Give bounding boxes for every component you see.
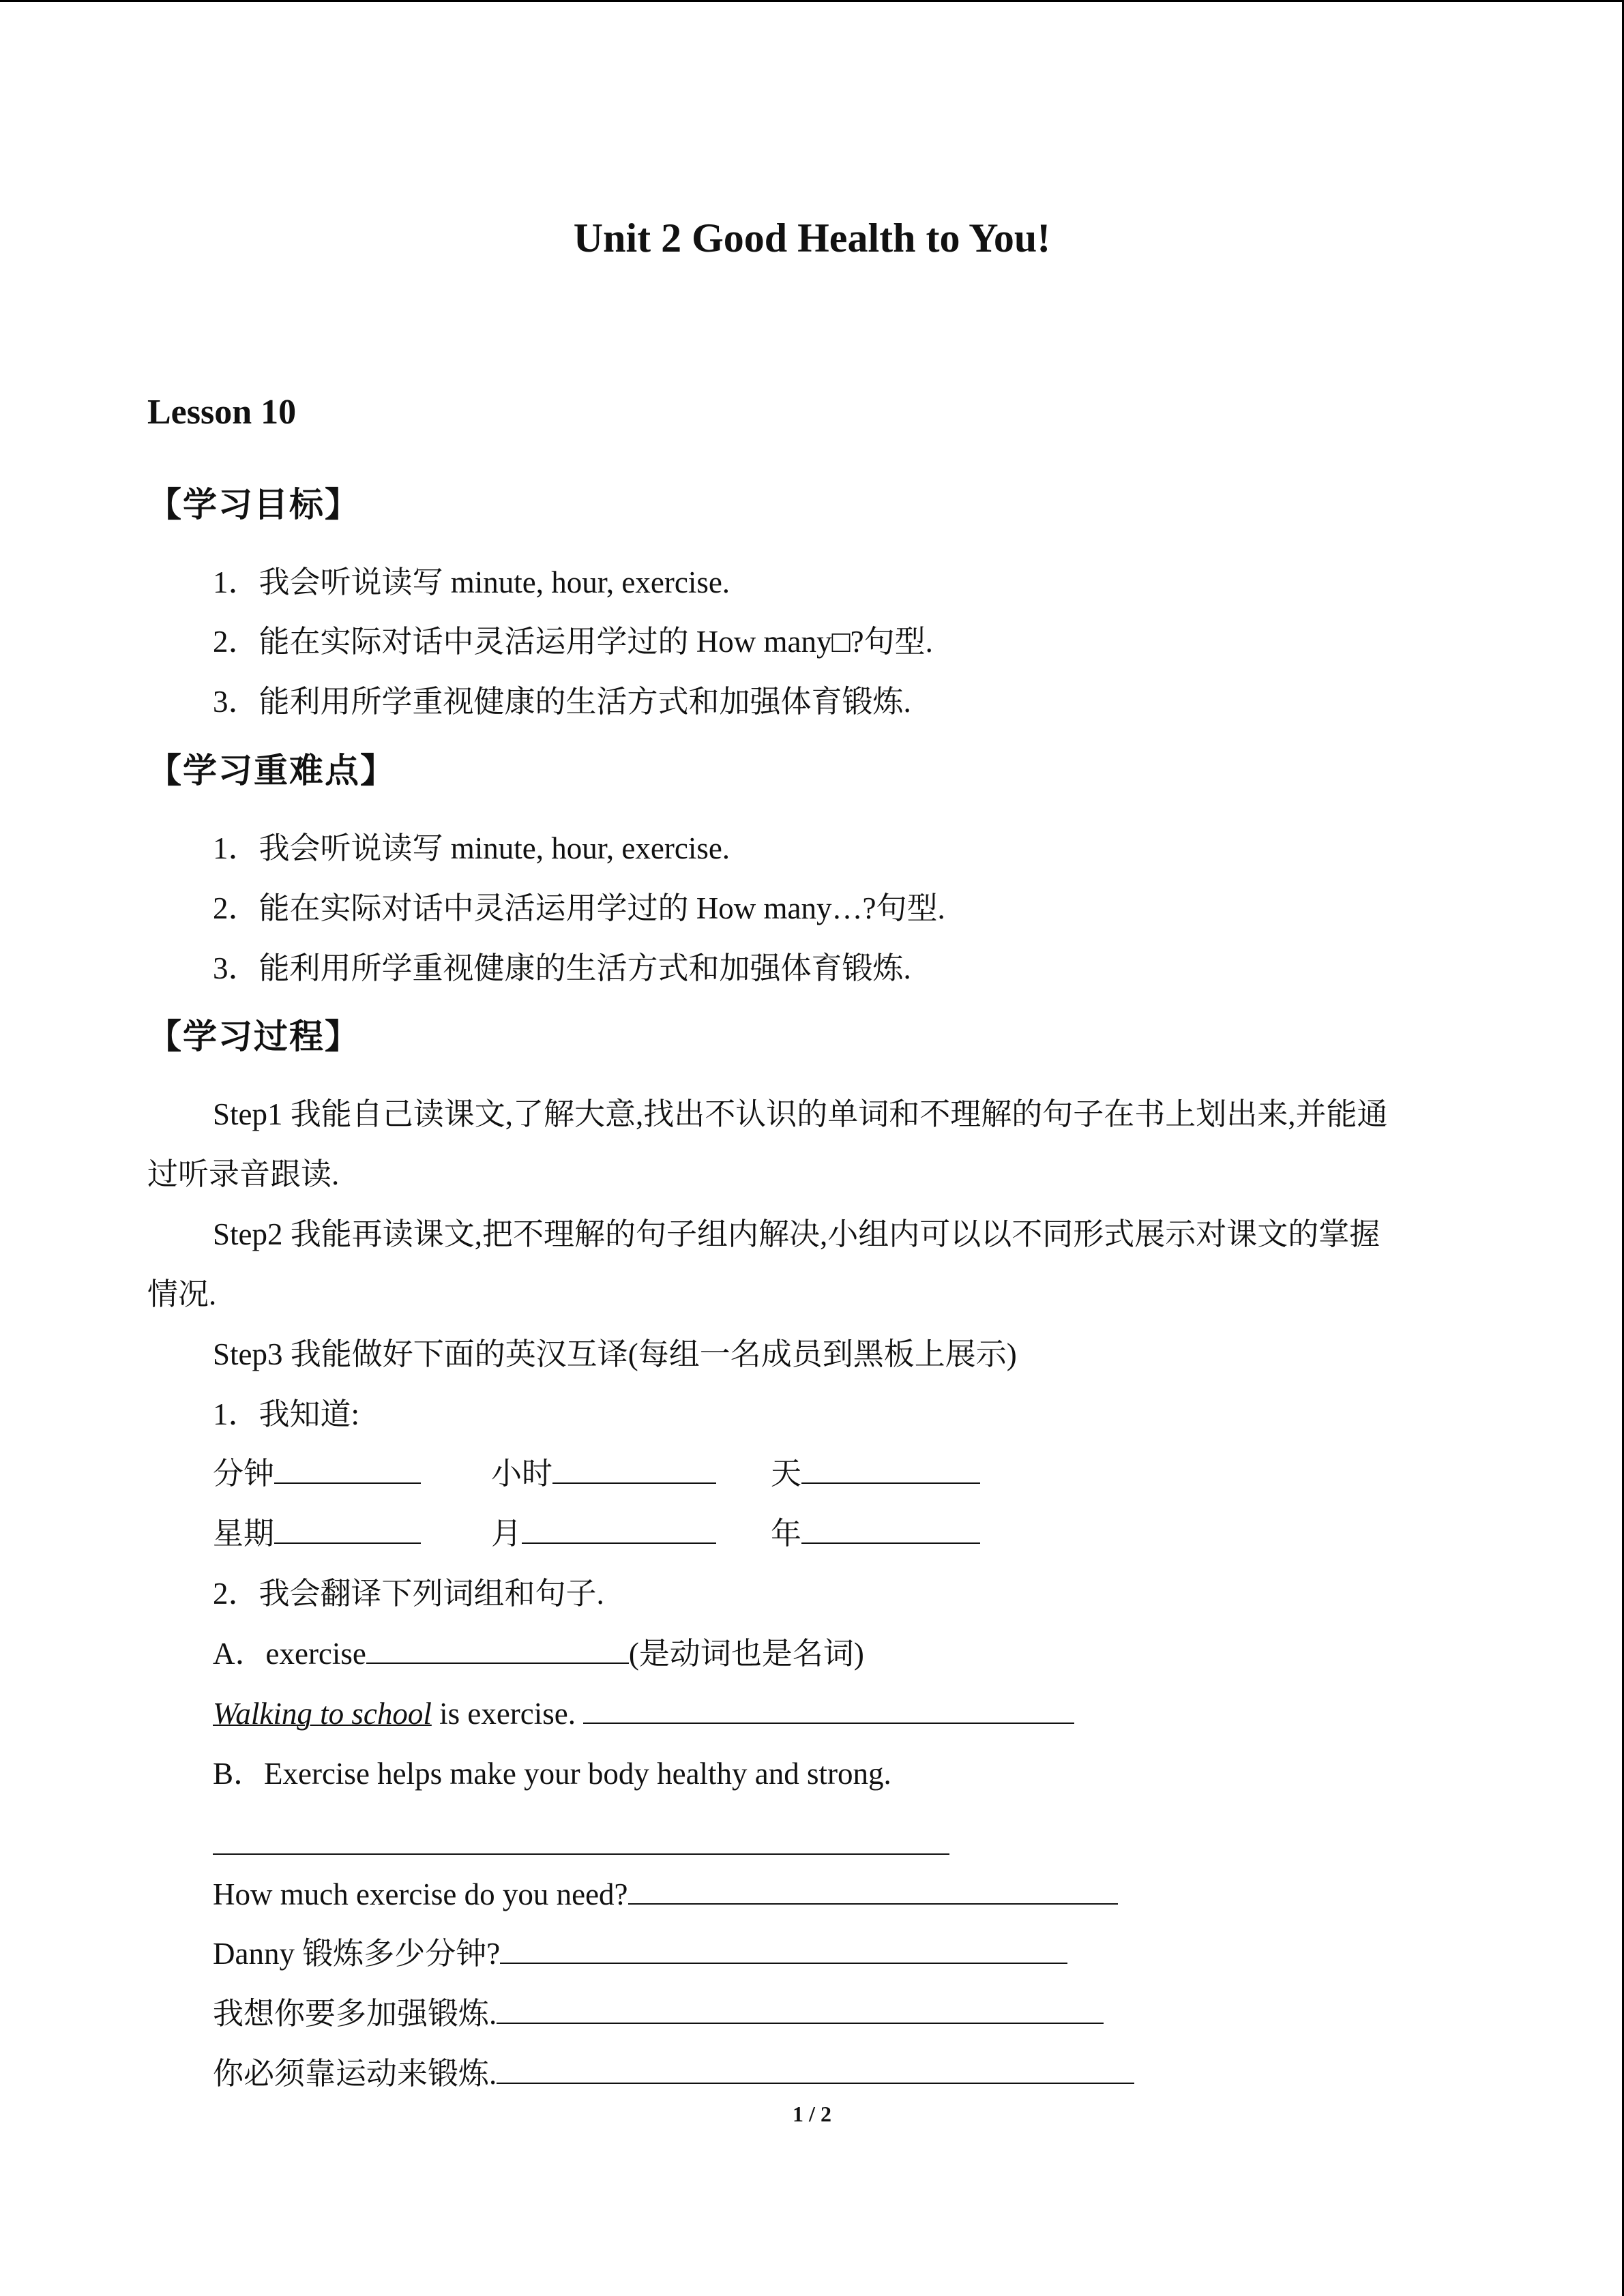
step1-line1: Step1 我能自己读课文,了解大意,找出不认识的单词和不理解的句子在书上划出来,并能通: [213, 1097, 1388, 1131]
step3-line: Step3 我能做好下面的英汉互译(每组一名成员到黑板上展示): [213, 1337, 1017, 1371]
answer-blank-line[interactable]: [213, 1853, 949, 1855]
key-point-item-1: 1．我会听说读写 minute, hour, exercise.: [213, 831, 730, 865]
answer-blank[interactable]: [274, 1455, 421, 1484]
page-number: 1 / 2: [793, 2102, 831, 2126]
vocab-day: 天: [771, 1455, 980, 1492]
vocab-month: 月: [491, 1515, 716, 1552]
page-border-top: [0, 0, 1624, 2]
answer-blank[interactable]: [500, 1935, 1067, 1964]
vocab-hour: 小时: [491, 1455, 716, 1492]
objective-item-2: 2．能在实际对话中灵活运用学过的 How many□?句型.: [213, 625, 933, 659]
page-title: Unit 2 Good Health to You!: [573, 215, 1051, 260]
answer-blank[interactable]: [552, 1455, 716, 1484]
answer-blank[interactable]: [801, 1515, 980, 1544]
objective-item-3: 3．能利用所学重视健康的生活方式和加强体育锻炼.: [213, 685, 911, 719]
answer-blank[interactable]: [628, 1876, 1118, 1905]
process-heading: 【学习过程】: [147, 1017, 360, 1056]
question-3: 我想你要多加强锻炼.: [213, 1995, 1104, 2032]
answer-blank[interactable]: [497, 2055, 1134, 2084]
step2-line1: Step2 我能再读课文,把不理解的句子组内解决,小组内可以以不同形式展示对课文的掌握: [213, 1217, 1381, 1251]
lesson-heading: Lesson 10: [147, 393, 297, 432]
question-2: Danny 锻炼多少分钟?: [213, 1935, 1067, 1972]
question-4: 你必须靠运动来锻炼.: [213, 2055, 1134, 2092]
exercise-line: A．exercise (是动词也是名词): [213, 1637, 864, 1671]
walking-line: Walking to school is exercise.: [213, 1695, 1074, 1732]
objectives-heading: 【学习目标】: [147, 486, 360, 524]
step1-line2: 过听录音跟读.: [147, 1157, 340, 1191]
answer-blank[interactable]: [522, 1515, 716, 1544]
step2-line2: 情况.: [147, 1277, 217, 1311]
key-points-heading: 【学习重难点】: [147, 751, 396, 790]
answer-blank[interactable]: [801, 1455, 980, 1484]
key-point-item-3: 3．能利用所学重视健康的生活方式和加强体育锻炼.: [213, 951, 911, 985]
vocab-year: 年: [771, 1515, 980, 1552]
objective-item-1: 1．我会听说读写 minute, hour, exercise.: [213, 565, 730, 599]
answer-blank[interactable]: [497, 1995, 1104, 2024]
answer-blank[interactable]: [274, 1515, 421, 1544]
vocab-week: 星期: [213, 1515, 421, 1552]
answer-blank[interactable]: [583, 1695, 1074, 1724]
answer-blank[interactable]: [366, 1635, 629, 1664]
b-sentence: B．Exercise helps make your body healthy and strong.: [213, 1757, 891, 1791]
vocab-minute: 分钟: [213, 1455, 421, 1492]
question-1: How much exercise do you need?: [213, 1876, 1118, 1913]
key-point-item-2: 2．能在实际对话中灵活运用学过的 How many…?句型.: [213, 891, 945, 925]
part2-label: 2．我会翻译下列词组和句子.: [213, 1577, 604, 1611]
part1-label: 1．我知道:: [213, 1397, 360, 1431]
